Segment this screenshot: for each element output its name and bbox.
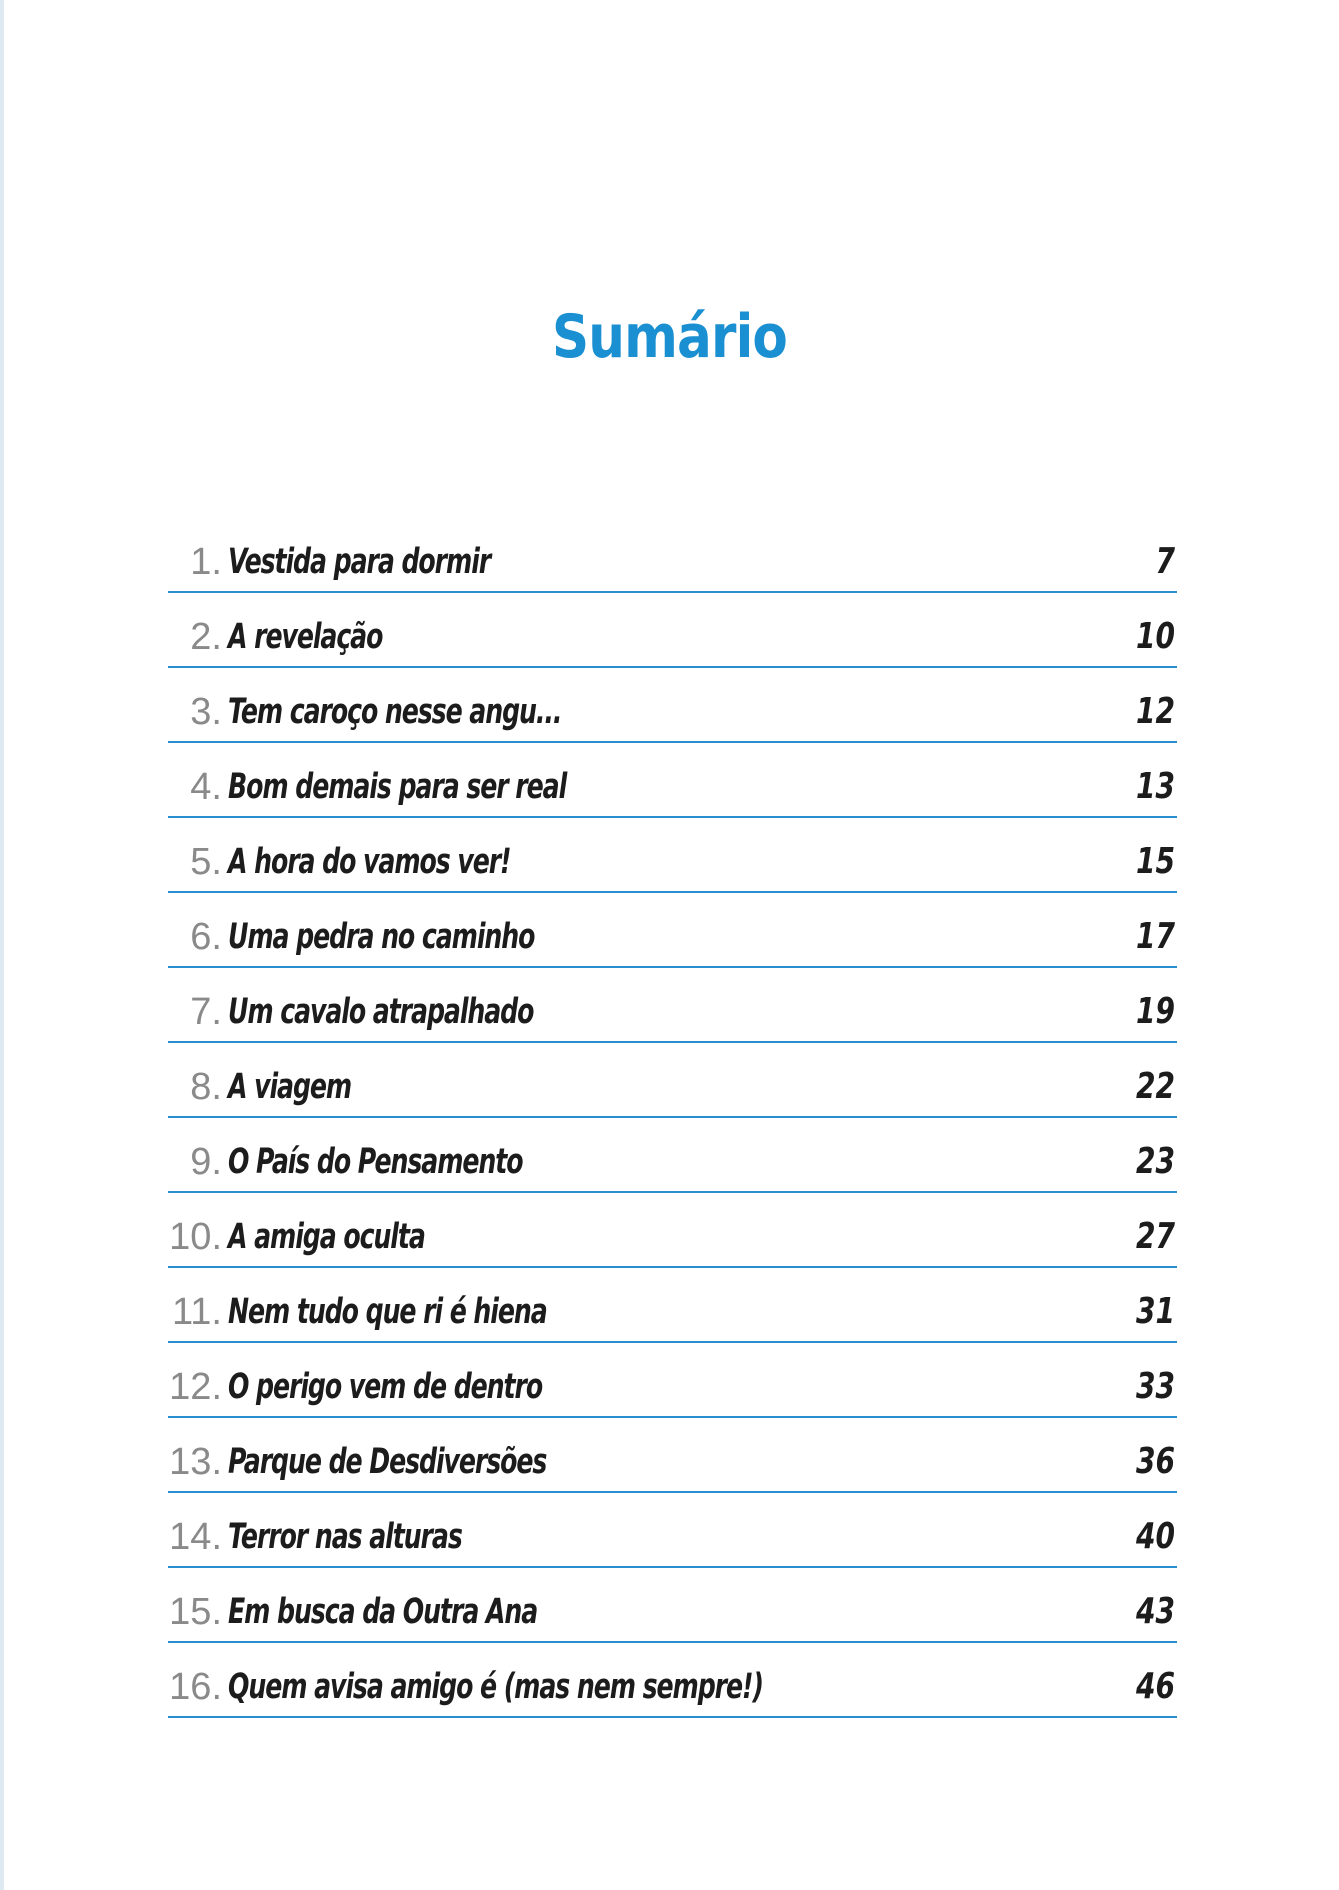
page-number: 10	[1135, 616, 1175, 657]
toc-entry[interactable]	[168, 1268, 1177, 1343]
chapter-number: 13.	[169, 1441, 222, 1483]
page-number: 13	[1135, 766, 1175, 807]
toc-entry[interactable]	[168, 1043, 1177, 1118]
chapter-number: 4.	[190, 766, 222, 808]
page-number: 36	[1135, 1441, 1175, 1482]
chapter-title: Parque de Desdiversões	[228, 1442, 547, 1482]
page-edge	[0, 0, 4, 1890]
chapter-title: A revelação	[228, 617, 383, 657]
toc-entry[interactable]	[168, 1193, 1177, 1268]
chapter-title: Em busca da Outra Ana	[228, 1592, 538, 1632]
chapter-number: 12.	[169, 1366, 222, 1408]
toc-entry[interactable]	[168, 743, 1177, 818]
page-number: 40	[1135, 1516, 1175, 1557]
chapter-title: Uma pedra no caminho	[228, 917, 535, 957]
toc-entry[interactable]	[168, 893, 1177, 968]
chapter-title: O País do Pensamento	[228, 1142, 523, 1182]
chapter-number: 16.	[169, 1666, 222, 1708]
toc-entry[interactable]	[168, 668, 1177, 743]
chapter-title: A amiga oculta	[228, 1217, 425, 1257]
chapter-title: A hora do vamos ver!	[228, 842, 511, 882]
toc-entry[interactable]	[168, 593, 1177, 668]
table-of-contents	[168, 518, 1177, 1718]
chapter-title: Vestida para dormir	[228, 542, 491, 582]
toc-entry[interactable]	[168, 1643, 1177, 1718]
chapter-title: A viagem	[228, 1067, 352, 1107]
toc-entry[interactable]	[168, 1343, 1177, 1418]
chapter-number: 5.	[190, 841, 222, 883]
chapter-title: O perigo vem de dentro	[228, 1367, 543, 1407]
chapter-number: 9.	[190, 1141, 222, 1183]
page-number: 15	[1135, 841, 1175, 882]
toc-entry[interactable]	[168, 968, 1177, 1043]
chapter-number: 14.	[169, 1516, 222, 1558]
page-number: 23	[1135, 1141, 1175, 1182]
page-title: Sumário	[551, 302, 788, 373]
chapter-number: 6.	[190, 916, 222, 958]
page-number: 31	[1135, 1291, 1175, 1332]
chapter-title: Quem avisa amigo é (mas nem sempre!)	[228, 1667, 763, 1707]
chapter-number: 10.	[169, 1216, 222, 1258]
page-number: 33	[1135, 1366, 1175, 1407]
chapter-title: Nem tudo que ri é hiena	[228, 1292, 547, 1332]
chapter-title: Bom demais para ser real	[228, 767, 567, 807]
chapter-number: 11.	[171, 1291, 222, 1333]
page-number: 7	[1155, 541, 1175, 582]
toc-entry[interactable]	[168, 1418, 1177, 1493]
toc-entry[interactable]	[168, 1493, 1177, 1568]
chapter-number: 3.	[190, 691, 222, 733]
page-number: 46	[1135, 1666, 1175, 1707]
page-number: 43	[1135, 1591, 1175, 1632]
page-number: 12	[1135, 691, 1175, 732]
chapter-number: 1.	[190, 541, 222, 583]
chapter-title: Tem caroço nesse angu...	[228, 692, 562, 732]
page-number: 22	[1135, 1066, 1175, 1107]
chapter-number: 15.	[169, 1591, 222, 1633]
chapter-number: 7.	[190, 991, 222, 1033]
toc-entry[interactable]	[168, 1568, 1177, 1643]
page-number: 17	[1135, 916, 1175, 957]
page-number: 27	[1135, 1216, 1175, 1257]
toc-entry[interactable]	[168, 1118, 1177, 1193]
chapter-title: Terror nas alturas	[228, 1517, 462, 1557]
page-number: 19	[1135, 991, 1175, 1032]
chapter-title: Um cavalo atrapalhado	[228, 992, 534, 1032]
toc-entry[interactable]	[168, 818, 1177, 893]
toc-entry[interactable]	[168, 518, 1177, 593]
chapter-number: 2.	[190, 616, 222, 658]
chapter-number: 8.	[190, 1066, 222, 1108]
